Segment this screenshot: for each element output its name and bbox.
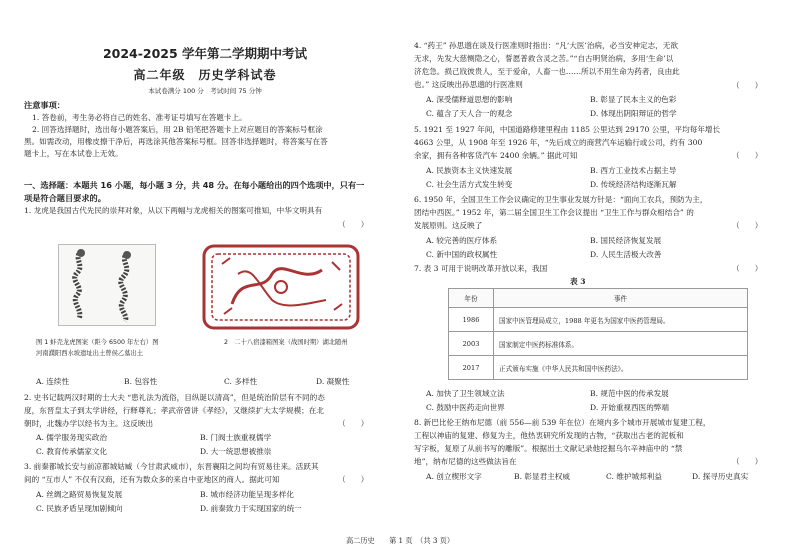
- q8-stem: 写字板，复原了从前书写的雕版”。根据出土文献记录他挖掘乌尔辛神庙中的 “禁: [414, 444, 683, 453]
- q4-stem: 无求，先发大慈恻隐之心，誓愿普救含灵之苦。”“自古明贤治病，多用‘生命’以: [414, 54, 674, 63]
- table-row: [449, 356, 748, 380]
- q1-caption-1: 图 1 蚌壳龙虎图案（距今 6500 年左右）图: [36, 339, 159, 346]
- section-heading-cont: 项是符合题目要求的。: [24, 193, 106, 203]
- table-cell-event: 国家制定中医药标准体系。: [494, 332, 748, 356]
- q2-stem: 2. 史书记载两汉时期的士大夫 “患礼法为流俗，目纵诞以清高”，但是统治阶层有不同的态: [24, 393, 325, 402]
- q6-stem: 6. 1950 年，全国卫生工作会议确定的卫生事业发展方针是：“面向工农兵，预防为主，: [414, 195, 708, 204]
- exam-title: 2024-2025 学年第二学期期中考试: [102, 46, 308, 61]
- table-header-row: [449, 289, 748, 308]
- q5-option-b[interactable]: B. 西方工业技术占据主导: [590, 166, 677, 175]
- q3-stem: 间的 “互市人” 不仅有汉商，还有为数众多的来自中亚地区的商人。据此可知: [24, 475, 280, 484]
- table-header-event: 事件: [494, 289, 748, 308]
- q7-stem: 7. 表 3 可用于说明改革开放以来，我国: [414, 264, 548, 273]
- q2-option-d[interactable]: D. 大一统思想被推崇: [200, 447, 272, 456]
- notice-line: 1. 答卷前，考生务必将自己的姓名、准考证号填写在答题卡上。: [32, 113, 247, 122]
- table-cell-event: 国家中医管理局成立，1988 年更名为国家中医药管理局。: [494, 308, 748, 332]
- q8-option-b[interactable]: B. 彰显君主权威: [514, 472, 570, 481]
- q8-stem: 工程以神庙的复建、修复为主，他热衷研究所发现的古物，“获取出古老的泥板和: [414, 431, 684, 440]
- notice-line: 题卡上，写在本试卷上无效。: [24, 149, 123, 158]
- q5-option-d[interactable]: D. 传统经济结构逐渐瓦解: [590, 180, 677, 189]
- q8-stem: 地”，纳布尼德的这些做法旨在: [414, 457, 517, 466]
- q4-option-c[interactable]: C. 蕴含了天人合一的观念: [426, 109, 513, 118]
- q4-stem: 4. “药王” 孙思邈在谈及行医准则时指出：“凡‘大医’治病，必当安神定志，无欲: [414, 41, 678, 50]
- page-footer: 高二历史 第 1 页 （共 3 页）: [345, 536, 455, 545]
- q8-option-d[interactable]: D. 探寻历史真实: [692, 472, 749, 481]
- q5-stem: 5. 1921 至 1927 年间，中国道路修建里程由 1185 公里达到 29170 公里，平均每年增长: [414, 125, 721, 134]
- q1-option-a[interactable]: A. 连续性: [36, 377, 70, 386]
- q3-option-b[interactable]: B. 城市经济功能呈现多样化: [200, 490, 294, 499]
- q6-option-c[interactable]: C. 新中国的政权属性: [426, 250, 498, 259]
- q8-option-a[interactable]: A. 创立楔形文字: [426, 472, 482, 481]
- q4-option-a[interactable]: A. 深受儒释道思想的影响: [426, 95, 513, 104]
- q6-option-a[interactable]: A. 较完善的医疗体系: [426, 236, 498, 245]
- q5-option-c[interactable]: C. 社会生活方式发生转变: [426, 180, 513, 189]
- q3-answer-paren: （ ）: [338, 475, 369, 484]
- q1-option-b[interactable]: B. 包容性: [124, 377, 158, 386]
- q2-option-b[interactable]: B. 门阀士族重视儒学: [200, 433, 272, 442]
- q5-stem: 余家，拥有各种客货汽车 2400 余辆。” 据此可知: [414, 151, 578, 160]
- q4-stem: 济危急。损己戕彼贵人，至于爱命，人畜一也……所以不用生命为药者，良由此: [414, 67, 680, 76]
- q7-option-a[interactable]: A. 加快了卫生领域立法: [426, 389, 505, 398]
- q1-option-d[interactable]: D. 凝聚性: [316, 377, 350, 386]
- q7-table-title: 表 3: [570, 277, 586, 286]
- q1-option-c[interactable]: C. 多样性: [224, 377, 258, 386]
- q3-stem: 3. 前秦都城长安与前凉都城姑臧（今甘肃武威市），东晋襄阳之间均有贸易往来。活跃其: [24, 462, 319, 471]
- q6-option-b[interactable]: B. 国民经济恢复发展: [590, 236, 662, 245]
- q5-stem: 4663 公里，从 1908 年至 1926 年，“先后成立的商营汽车运输行或公司，约有 300: [414, 138, 703, 147]
- table-cell-year: 1986: [449, 308, 494, 332]
- section-heading: 一、选择题：本题共 16 小题，每小题 3 分，共 48 分。在每小题给出的四个选项中，只有一: [24, 180, 365, 190]
- q3-option-c[interactable]: C. 民族矛盾呈现加剧倾向: [36, 504, 123, 513]
- q8-stem: 8. 新巴比伦王纳布尼德（前 556—前 539 年在位）在境内多个城市开展城市复建工程，: [414, 418, 711, 427]
- q3-option-d[interactable]: D. 前秦致力于实现国家的统一: [200, 504, 302, 513]
- q1-stem: 1. 龙虎是我国古代先民的崇拜对象，从以下两幅与龙虎相关的图案可推知，中华文明具有: [24, 206, 323, 215]
- q5-answer-paren: （ ）: [732, 151, 763, 160]
- q1-figure-1: [58, 244, 156, 326]
- q7-option-b[interactable]: B. 规范中医的传承发展: [590, 389, 669, 398]
- q2-option-a[interactable]: A. 儒学服务现实政治: [36, 433, 108, 442]
- notice-line: 2. 回答选择题时，选出每小题答案后，用 2B 铅笔把答题卡上对应题目的答案标号框涂: [32, 125, 323, 134]
- q8-answer-paren: （ ）: [732, 457, 763, 466]
- q4-answer-paren: （ ）: [732, 81, 763, 90]
- q8-option-c[interactable]: C. 维护城邦利益: [606, 472, 662, 481]
- table-cell-year: 2017: [449, 356, 494, 380]
- q1-figure-2: [202, 244, 360, 330]
- table-row: [449, 308, 748, 332]
- q4-option-d[interactable]: D. 体现出阴阳辩证的哲学: [590, 109, 677, 118]
- q1-caption-2: 河南濮阳西水坡遗址出土曾侯乙墓出土: [36, 350, 144, 357]
- notice-line: 黑。如需改动，用橡皮擦干净后，再选涂其他答案标号框。回答非选择题时，将答案写在答: [24, 137, 328, 146]
- table-header-year: 年份: [449, 289, 494, 308]
- q1-answer-paren: （ ）: [338, 220, 369, 229]
- notice-heading: 注意事项：: [24, 100, 65, 110]
- q2-option-c[interactable]: C. 教育传承儒家文化: [36, 447, 108, 456]
- q4-option-b[interactable]: B. 彰显了民本主义的色彩: [590, 95, 677, 104]
- q2-answer-paren: （ ）: [338, 419, 369, 428]
- table-row: [449, 332, 748, 356]
- q6-option-d[interactable]: D. 人民生活极大改善: [590, 250, 662, 259]
- q2-stem: 度，东晋皇太子到太学讲经，行释尊礼；孝武帝曾讲《孝经》，又继续扩大太学规模；在北: [24, 406, 324, 415]
- q7-option-d[interactable]: D. 开始重视西医的弊端: [590, 403, 669, 412]
- table-cell-event: 正式颁布实施《中华人民共和国中医药法》。: [494, 356, 748, 380]
- score-line: 本试卷满分 100 分 考试时间 75 分钟: [148, 87, 262, 95]
- dragon-tiger-shell-icon: [59, 245, 155, 325]
- exam-subtitle: 高二年级 历史学科试卷: [133, 68, 277, 82]
- q4-stem: 也。” 这反映出孙思邈的行医准则: [414, 80, 523, 89]
- lacquer-box-pattern-icon: [202, 244, 360, 330]
- q7-answer-paren: （ ）: [732, 264, 763, 273]
- q7-option-c[interactable]: C. 鼓励中医药走向世界: [426, 403, 505, 412]
- q7-table: [448, 288, 748, 380]
- q3-option-a[interactable]: A. 丝绸之路贸易恢复发展: [36, 490, 123, 499]
- q2-stem: 朝时，北魏办学以经书为主。这反映出: [24, 419, 154, 428]
- q1-caption-3: 2 二十八宿漆箱图案（战国时期）湖北随州: [224, 339, 348, 346]
- q5-option-a[interactable]: A. 民族资本主义快速发展: [426, 166, 513, 175]
- q6-answer-paren: （ ）: [732, 221, 763, 230]
- q6-stem: 团结中西医。” 1952 年，第二届全国卫生工作会议提出 “卫生工作与群众相结合” 的: [414, 208, 694, 217]
- table-cell-year: 2003: [449, 332, 494, 356]
- q6-stem: 发展原则。这反映了: [414, 221, 483, 230]
